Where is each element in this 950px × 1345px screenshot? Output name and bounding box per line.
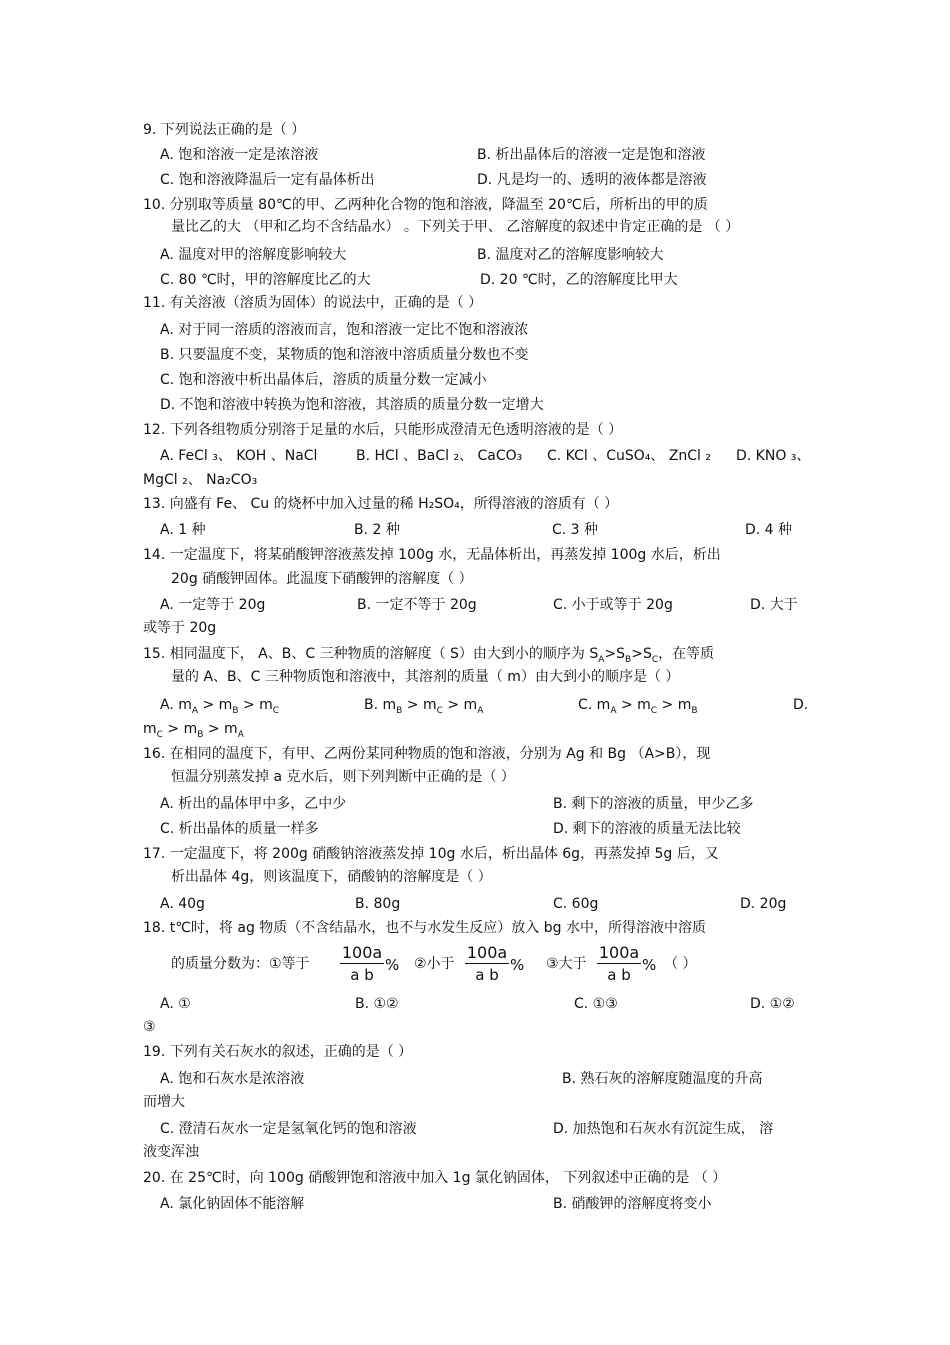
q17-option-a: A. 40g [160,896,205,912]
q20-option-b: B. 硝酸钾的溶解度将变小 [553,1196,712,1212]
q19-option-d: D. 加热饱和石灰水有沉淀生成， 溶 [553,1121,774,1137]
q14-option-d-continued: 或等于 20g [143,620,217,636]
q18-fraction-3-numerator: 100a [598,943,640,962]
q14-option-a: A. 一定等于 20g [160,597,266,613]
q17-stem-line1: 17. 一定温度下，将 200g 硝酸钠溶液蒸发掉 10g 水后，析出晶体 6g，再蒸发掉 5g 后，又 [143,846,719,862]
q20-option-a: A. 氯化钠固体不能溶解 [160,1196,305,1212]
q18-option-b: B. ①② [355,996,399,1012]
q18-percent-2: % [510,956,525,974]
q13-option-c: C. 3 种 [552,522,599,538]
q20-stem: 20. 在 25℃时，向 100g 硝酸钾饱和溶液中加入 1g 氯化钠固体， 下列叙述中正确的是 （ ） [143,1170,727,1186]
q18-percent-1: % [385,956,400,974]
q11-option-d: D. 不饱和溶液中转换为饱和溶液，其溶质的质量分数一定增大 [160,397,544,413]
q16-option-c: C. 析出晶体的质量一样多 [160,821,319,837]
q16-option-d: D. 剩下的溶液的质量无法比较 [553,821,741,837]
q15-option-a: A. $m_A > m_B > m_C$ [160,697,280,716]
q16-stem-line2: 恒温分别蒸发掉 a 克水后，则下列判断中正确的是（ ） [171,769,515,785]
q12-option-b: B. HCl 、BaCl ₂、 CaCO₃ [356,448,523,464]
q19-option-c: C. 澄清石灰水一定是氢氧化钙的饱和溶液 [160,1121,417,1137]
q14-stem-line2: 20g 硝酸钾固体。此温度下硝酸钾的溶解度（ ） [171,571,473,587]
q17-stem-line2: 析出晶体 4g，则该温度下，硝酸钠的溶解度是（ ） [171,869,492,885]
q16-option-b: B. 剩下的溶液的质量，甲少乙多 [553,796,754,812]
q16-stem-line1: 16. 在相同的温度下，有甲、乙两份某同种物质的饱和溶液，分别为 Ag 和 Bg （A>B），现 [143,746,711,762]
q18-fraction-3-denominator: a b [607,966,631,984]
q18-option-c: C. ①③ [574,996,618,1012]
q18-fraction-2-denominator: a b [475,966,499,984]
q13-option-d: D. 4 种 [745,522,793,538]
q18-option-d: D. ①② [750,996,795,1012]
q14-option-d: D. 大于 [750,597,798,613]
q18-answer-blank: （ ） [664,956,697,972]
q11-stem: 11. 有关溶液（溶质为固体）的说法中，正确的是（ ） [143,295,483,311]
q11-option-b: B. 只要温度不变，某物质的饱和溶液中溶质质量分数也不变 [160,347,529,363]
q12-option-a: A. FeCl ₃、 KOH 、NaCl [160,448,318,464]
q14-option-b: B. 一定不等于 20g [357,597,477,613]
q10-stem-line1: 10. 分别取等质量 80℃的甲、乙两种化合物的饱和溶液，降温至 20℃后，所析出的甲的质 [143,197,708,213]
q11-option-a: A. 对于同一溶质的溶液而言，饱和溶液一定比不饱和溶液浓 [160,322,529,338]
q9-option-b: B. 析出晶体后的溶液一定是饱和溶液 [477,147,706,163]
q17-option-d: D. 20g [740,896,787,912]
q18-less-than: ②小于 [414,956,455,972]
q15-option-d: D. [793,697,809,713]
q10-option-c: C. 80 ℃时，甲的溶解度比乙的大 [160,272,371,288]
q12-option-d-continued: MgCl ₂、 Na₂CO₃ [143,472,258,488]
q18-fraction-1-numerator: 100a [341,943,383,962]
q11-option-c: C. 饱和溶液中析出晶体后，溶质的质量分数一定减小 [160,372,487,388]
q15-option-b: B. $m_B > m_C > m_A$ [364,697,484,716]
q12-option-d: D. KNO ₃、 [736,448,811,464]
q17-option-c: C. 60g [553,896,599,912]
q18-fraction-2-numerator: 100a [466,943,508,962]
q18-fraction-1 [340,944,384,984]
q9-option-d: D. 凡是均一的、透明的液体都是溶液 [477,172,707,188]
q9-stem: 9. 下列说法正确的是（ ） [143,122,306,138]
q14-stem-line1: 14. 一定温度下，将某硝酸钾溶液蒸发掉 100g 水，无晶体析出，再蒸发掉 100g 水后，析出 [143,547,721,563]
q18-option-a: A. ① [160,996,191,1012]
q19-option-b: B. 熟石灰的溶解度随温度的升高 [562,1071,763,1087]
q19-option-a: A. 饱和石灰水是浓溶液 [160,1071,305,1087]
q15-option-d-continued: $m_C > m_B > m_A$ [143,721,244,740]
q9-option-c: C. 饱和溶液降温后一定有晶体析出 [160,172,375,188]
q13-option-b: B. 2 种 [354,522,400,538]
q18-stem-line2-prefix: 的质量分数为：①等于 [171,956,310,972]
q17-option-b: B. 80g [355,896,401,912]
q9-option-a: A. 饱和溶液一定是浓溶液 [160,147,319,163]
q18-fraction-2 [465,944,509,984]
q12-stem: 12. 下列各组物质分别溶于足量的水后，只能形成澄清无色透明溶液的是（ ） [143,422,623,438]
q15-stem-line1: 15. 相同温度下， A、B、C 三种物质的溶解度（ S）由大到小的顺序为 $S_A>S_B>S_C$，在等质 [143,646,715,665]
q10-option-a: A. 温度对甲的溶解度影响较大 [160,247,347,263]
q19-option-d-continued: 液变浑浊 [143,1144,199,1160]
q12-option-c: C. KCl 、CuSO₄、 ZnCl ₂ [547,448,712,464]
q10-stem-line2: 量比乙的大 （甲和乙均不含结晶水） 。下列关于甲、 乙溶解度的叙述中肯定正确的是 （ ） [171,219,740,235]
q14-option-c: C. 小于或等于 20g [553,597,673,613]
q13-stem: 13. 向盛有 Fe、 Cu 的烧杯中加入过量的稀 H₂SO₄，所得溶液的溶质有（ ） [143,496,619,512]
q18-stem-line1: 18. t℃时，将 ag 物质（不含结晶水，也不与水发生反应）放入 bg 水中，所得溶液中溶质 [143,920,706,936]
q13-option-a: A. 1 种 [160,522,206,538]
q19-stem: 19. 下列有关石灰水的叙述，正确的是（ ） [143,1044,413,1060]
q18-fraction-3 [597,944,641,984]
q18-fraction-1-denominator: a b [350,966,374,984]
q16-option-a: A. 析出的晶体甲中多，乙中少 [160,796,347,812]
q10-option-b: B. 温度对乙的溶解度影响较大 [477,247,664,263]
q10-option-d: D. 20 ℃时，乙的溶解度比甲大 [480,272,678,288]
q18-greater-than: ③大于 [546,956,587,972]
q18-percent-3: % [642,956,657,974]
q15-stem-line2: 量的 A、B、C 三种物质饱和溶液中，其溶剂的质量（ m）由大到小的顺序是（ ） [171,669,680,685]
q15-option-c: C. $m_A > m_C > m_B$ [578,697,698,716]
q18-option-d-continued: ③ [143,1019,156,1035]
q19-option-b-continued: 而增大 [143,1094,185,1110]
